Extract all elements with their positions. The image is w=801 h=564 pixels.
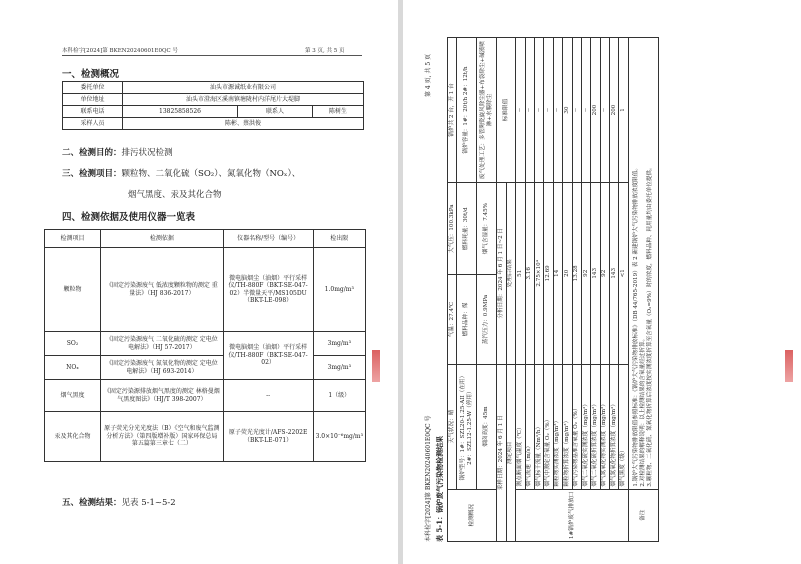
param-limit: 1: [619, 38, 628, 183]
cond-cell: 废气处理工艺：多管陶瓷旋风除尘器+布袋除尘+碱液喷淋+水膜除尘: [477, 38, 497, 183]
section-3-value: 颗粒物、二氧化硫（SO₂）、氮氧化物（NOₓ）、: [121, 169, 301, 179]
table-row: [591, 38, 600, 542]
cond-cell: 锅炉型号：1#：SZL20-1.25-AII（在用）2#：SZL12-1.25-W（停用）: [457, 364, 477, 489]
basis-item: 汞及其化合物: [45, 412, 101, 462]
table-row: [563, 38, 572, 542]
report-page-3: [0, 0, 398, 564]
basis-instrument: 原子荧光光度计/AFS-2202E（BKT-LE-071）: [223, 412, 313, 462]
cond-cell: 天气状况：晴: [448, 364, 457, 489]
basis-method: 《固定污染源废气 二氧化硫的测定 定电位电解法》（HJ 57-2017）: [101, 332, 224, 356]
contact-label: 联系人: [238, 106, 313, 118]
table-row: [525, 38, 534, 542]
page-header-left: 本科检字[2024]第 BKEN20240601E0QC 号: [62, 48, 178, 54]
table-row: [45, 332, 366, 356]
param-limit: --: [553, 38, 562, 183]
param-limit: --: [600, 38, 609, 183]
param-value: 3.16: [525, 183, 534, 365]
param-limit: 30: [563, 38, 572, 183]
cond-cell: 蒸汽压力：0.9MPa: [477, 275, 497, 364]
param-value: <1: [619, 183, 628, 365]
param-name: 烟气氮氧化物实测浓度（mg/m³）: [600, 364, 609, 489]
basis-table: [44, 229, 366, 462]
param-limit: --: [581, 38, 590, 183]
cond-label: 检测概况: [448, 489, 497, 541]
section-5: [62, 496, 176, 508]
section-3-cont: [128, 188, 222, 200]
cond-cell: 燃料品种：煤: [457, 275, 477, 364]
param-name: 烟气标干流量（Nm³/h）: [534, 364, 543, 489]
param-name: 烟气中测定含氧量 O₂（%）: [544, 364, 553, 489]
phone-value: 13825858526: [123, 106, 238, 118]
param-value: 143: [610, 183, 619, 365]
basis-method: 《固定污染源排放烟气黑度的测定 林格曼烟气黑度图法》（HJ/T 398-2007）: [101, 380, 224, 412]
table-row: [45, 248, 366, 332]
remark-label: 备注: [628, 489, 658, 541]
basis-method: 《固定污染源废气 氮氧化物的测定 定电位电解法》（HJ 693-2014）: [101, 356, 224, 380]
table-row: [45, 356, 366, 380]
param-name: 烟气二氧化硫折算浓度（mg/m³）: [591, 364, 600, 489]
param-limit: 200: [610, 38, 619, 183]
table-row: [572, 38, 581, 542]
analysis-date: 分析日期：2024 年 6 月 1 日~2 日: [497, 183, 506, 365]
section-2-label: 二、检测目的：: [62, 148, 122, 158]
param-limit: --: [544, 38, 553, 183]
param-name: 烟气二氧化硫实测浓度（mg/m³）: [581, 364, 590, 489]
page-header-right: 第 3 页, 共 5 页: [305, 48, 345, 54]
param-name: 烟气污染物基准含氧量 O₂（%）: [572, 364, 581, 489]
sampling-date: 采样日期：2024 年 6 月 1 日: [497, 364, 506, 541]
param-header: 测定项目: [506, 364, 515, 541]
contact-value: 陈树生: [313, 106, 364, 118]
cond-cell: 锅炉容量：1#：20t/h 2#：12t/h: [457, 38, 477, 183]
basis-limit: 1（级）: [313, 380, 365, 412]
section-4-title: 四、检测依据及使用仪器一览表: [62, 212, 196, 223]
param-name: 颗粒物折算浓度（mg/m³）: [563, 364, 572, 489]
param-value: 143: [591, 183, 600, 365]
basis-item: NOₓ: [45, 356, 101, 380]
rotated-page-content: [423, 32, 763, 542]
overview-table: [62, 81, 364, 130]
section-2-value: 排污状况检测: [121, 148, 173, 158]
param-value: 20: [563, 183, 572, 365]
param-value: 13.28: [572, 183, 581, 365]
table-title: 表 5-1：锅炉废气污染物检测结果: [435, 435, 444, 542]
param-name: 颗粒物实测浓度（mg/m³）: [553, 364, 562, 489]
table-row: [553, 38, 562, 542]
basis-limit: 3mg/m³: [313, 356, 365, 380]
remark-line: 3.颗粒物、二氧化硫、氮氧化物折算后浓度按实测浓度折算至含氧量（O₂=9%）时的浓度，燃料品种、耗用量均由委托单位提供。: [646, 164, 653, 487]
table-row: [600, 38, 609, 542]
param-value: 51: [516, 183, 525, 365]
param-limit: --: [572, 38, 581, 183]
section-3: [62, 167, 300, 179]
address-value: 汕头市澄海区溪南镇塘陇村内洋尾片大堤脚: [123, 94, 364, 106]
param-value: 92: [581, 183, 590, 365]
basis-header-instrument: 仪器名称/型号（编号）: [223, 230, 313, 248]
remarks: [628, 38, 658, 490]
cond-cell: 燃料耗量：30t/d: [457, 183, 477, 275]
remark-line: 1.锅炉大气污染物排放限值参照标准：《锅炉大气污染物排放标准》（DB 44/765-2019）表 2 新建锅炉大气污染物排放浓度限值。: [632, 165, 639, 487]
basis-header-limit: 检出限: [313, 230, 365, 248]
basis-instrument: 微电脑烟尘（油烟）平行采样仪/TH-880F（BKT-SE-047-02）半微量天平/MS105DU（BKT-LE-098）: [223, 248, 313, 332]
param-name: 烟气流速（m/s）: [525, 364, 534, 489]
table-row: [45, 380, 366, 412]
basis-instrument: 微电脑烟尘（油烟）平行采样仪/TH-880F（BKT-SE-047-02）: [223, 332, 313, 380]
basis-header-basis: 检测依据: [101, 230, 224, 248]
client-value: 汕头市源诚纸业有限公司: [123, 82, 364, 94]
param-value: 14: [553, 183, 562, 365]
section-5-value: 见表 5-1~5-2: [121, 498, 176, 508]
section-1-title: 一、检测概况: [62, 69, 120, 80]
client-label: 委托单位: [63, 82, 123, 94]
remark-line: 2.对检测结果的解释说明：以上检测结果的含氧量经过折算。: [639, 335, 646, 487]
result-header: 处理后结果: [506, 183, 515, 365]
basis-method: 原子荧光分光光度法（B）《空气和废气监测分析方法》（第四版增补版）国家环保总局 第五篇第三章七（二）: [101, 412, 224, 462]
header-rule: [62, 55, 362, 56]
page-header-right: 第 4 页, 共 5 页: [425, 53, 432, 97]
section-3-label: 三、检测项目：: [62, 169, 122, 179]
basis-instrument: --: [223, 380, 313, 412]
table-row: [610, 38, 619, 542]
page-header-left: 本科检字[2024]第 BKEN20240601E0QC 号: [425, 415, 432, 542]
section-2: [62, 146, 173, 158]
cond-cell: 锅炉共 2 台，开 1 台: [448, 38, 457, 183]
sampler-value: 陈彬、蔡洪俊: [123, 118, 364, 130]
basis-header-item: 检测项目: [45, 230, 101, 248]
param-limit: --: [534, 38, 543, 183]
phone-label: 联系电话: [63, 106, 123, 118]
basis-item: 烟气黑度: [45, 380, 101, 412]
address-label: 单位地址: [63, 94, 123, 106]
sampler-label: 采样人员: [63, 118, 123, 130]
cond-cell: 大气压：100.3kPa: [448, 183, 457, 275]
site-label: 1#锅炉废气排放口: [516, 489, 629, 541]
section-3-value-2: 烟气黑度、汞及其化合物: [128, 190, 222, 200]
basis-limit: 1.0mg/m³: [313, 248, 365, 332]
basis-limit: 3.0×10⁻⁶mg/m³: [313, 412, 365, 462]
cond-cell: 烟气含湿量：7.45%: [477, 183, 497, 275]
param-name: 烟气氮氧化物折算浓度（mg/m³）: [610, 364, 619, 489]
param-value: 12.69: [544, 183, 553, 365]
report-page-4: [403, 0, 801, 564]
param-value: 92: [600, 183, 609, 365]
cond-cell: 烟囱高度：45m: [477, 364, 497, 489]
seal-stamp-fragment: [372, 350, 380, 382]
basis-item: SO₂: [45, 332, 101, 356]
section-5-label: 五、检测结果：: [62, 498, 122, 508]
table-row: [544, 38, 553, 542]
basis-item: 颗粒物: [45, 248, 101, 332]
table-row: [581, 38, 590, 542]
param-value: 2.75×10⁴: [534, 183, 543, 365]
param-name: 烟气黑度（级）: [619, 364, 628, 489]
results-table: [447, 37, 659, 542]
table-row: [516, 38, 525, 542]
seal-stamp-fragment: [785, 350, 793, 382]
param-limit: 200: [591, 38, 600, 183]
param-name: 测点断面烟气温度（℃）: [516, 364, 525, 489]
param-limit: --: [525, 38, 534, 183]
table-row: [619, 38, 628, 542]
limit-header: 标准限值: [497, 38, 516, 183]
table-row: [45, 412, 366, 462]
table-row: [534, 38, 543, 542]
cond-cell: 气温：27.4℃: [448, 275, 457, 364]
basis-method: 《固定污染源废气 低浓度颗粒物的测定 重量法》（HJ 836-2017）: [101, 248, 224, 332]
basis-limit: 3mg/m³: [313, 332, 365, 356]
param-limit: --: [516, 38, 525, 183]
